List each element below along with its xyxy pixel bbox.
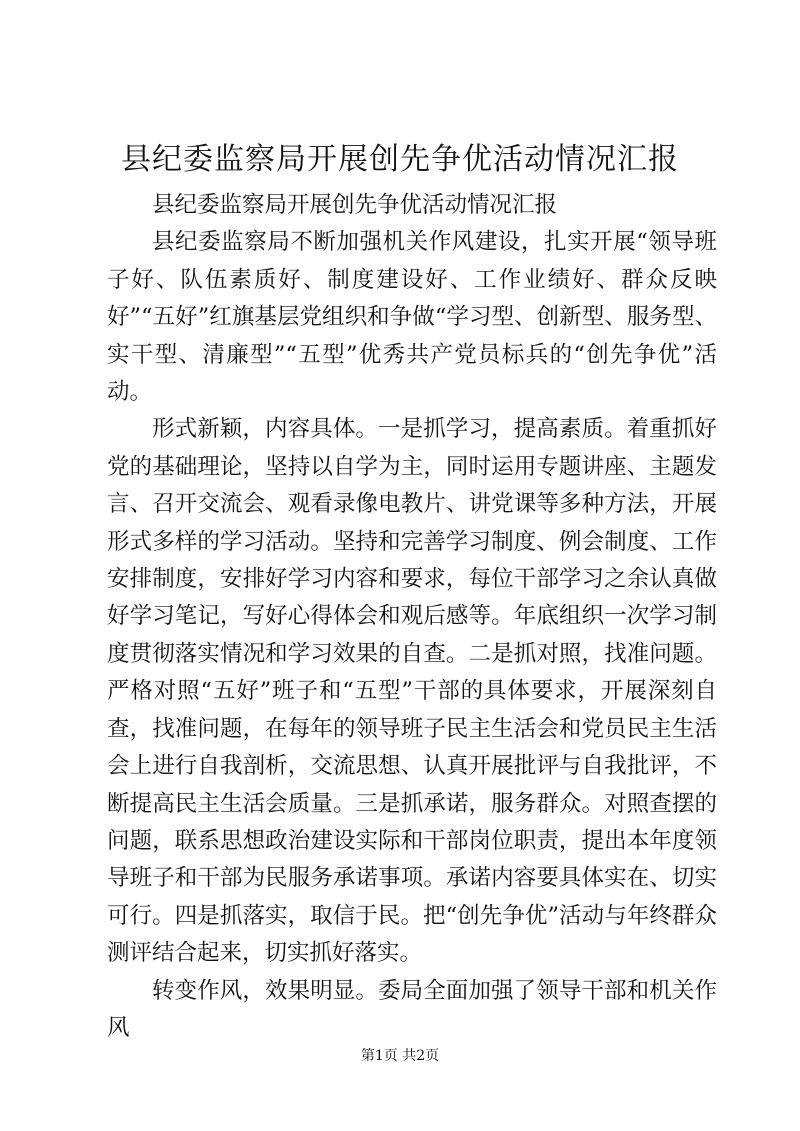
page-number-footer: 第1页 共2页 [360, 1048, 440, 1064]
document-title: 县纪委监察局开展创先争优活动情况汇报 [121, 142, 679, 177]
body-paragraph-style-change: 转变作风，效果明显。委局全面加强了领导干部和机关作风 [107, 977, 717, 1041]
document-body [107, 187, 717, 1047]
body-paragraph-subtitle: 县纪委监察局开展创先争优活动情况汇报 [152, 192, 558, 218]
body-paragraph-intro: 县纪委监察局不断加强机关作风建设，扎实开展“领导班子好、队伍素质好、制度建设好、工作业绩好、群众反映好”“五好”红旗基层党组织和争做“学习型、创新型、服务型、实干型、清廉型”“五型”优秀共产党员标兵的“创先争优”活动。 [107, 229, 717, 406]
body-paragraph-form-content: 形式新颖，内容具体。一是抓学习，提高素质。着重抓好党的基础理论，坚持以自学为主，同时运用专题讲座、主题发言、召开交流会、观看录像电教片、讲党课等多种方法，开展形式多样的学习活动。坚持和完善学习制度、例会制度、工作安排制度，安排好学习内容和要求，每位干部学习之余认真做好学习笔记，写好心得体会和观后感等。年底组织一次学习制度贯彻落实情况和学习效果的自查。二是抓对照，找准问题。严格对照“五好”班子和“五型”干部的具体要求，开展深刻自查，找准问题，在每年的领导班子民主生活会和党员民主生活会上进行自我剖析，交流思想、认真开展批评与自我批评，不断提高民主生活会质量。三是抓承诺，服务群众。对照查摆的问题，联系思想政治建设实际和干部岗位职责，提出本年度领导班子和干部为民服务承诺事项。承诺内容要具体实在、切实可行。四是抓落实，取信于民。把“创先争优”活动与年终群众测评结合起来，切实抓好落实。 [107, 416, 717, 967]
